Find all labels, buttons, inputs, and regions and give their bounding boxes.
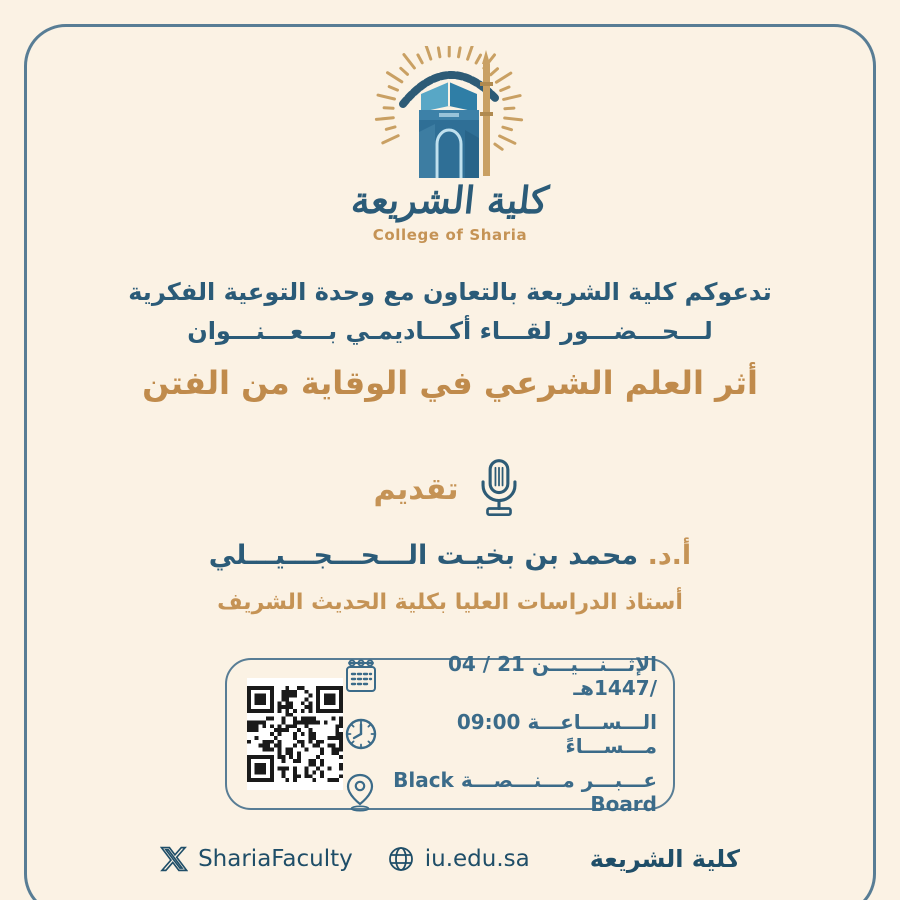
invitation-line1: تدعوكم كلية الشريعة بالتعاون مع وحدة التوعية الفكرية <box>128 278 772 306</box>
globe-icon <box>387 845 415 873</box>
date-text: الإثـــنـــيـــن 21 / 04 /1447هـ <box>448 652 657 700</box>
date-row <box>343 652 657 700</box>
qr-code <box>247 678 343 790</box>
logo-college-name-en: College of Sharia <box>372 226 528 244</box>
college-logo <box>0 46 900 186</box>
event-details-list <box>343 652 657 816</box>
event-details-card <box>225 652 675 816</box>
website <box>387 845 530 873</box>
invitation-line2: لـــحـــضـــور لقـــاء أكـــاديمـي بـــعـــنـــوان <box>187 317 713 345</box>
presenter-header <box>0 458 900 520</box>
presenter-name <box>0 540 900 571</box>
logo-gate <box>419 110 479 178</box>
presenter-name-prefix: أ.د. <box>647 540 692 571</box>
x-twitter-icon <box>160 845 188 873</box>
clock-icon <box>343 716 379 752</box>
location-pin-icon <box>343 772 377 812</box>
presenter-label: تقديم <box>373 471 459 507</box>
time-text: الـــســـاعـــة 09:00 مـــســـاءً <box>456 710 657 758</box>
platform-text: عـــبـــر مـــنـــصـــة Black Board <box>393 768 657 816</box>
logo-minaret <box>480 50 493 176</box>
college-emblem-icon <box>365 46 535 186</box>
calendar-icon <box>343 658 379 694</box>
event-title: أثر العلم الشرعي في الوقاية من الفتن <box>142 364 758 402</box>
logo-calligraphy-text: كلية الشريعة <box>349 178 551 222</box>
time-row <box>343 710 657 758</box>
presenter-name-text: محمد بن بخيـت الـــحـــجـــيـــلي <box>208 540 639 571</box>
platform-row <box>343 768 657 816</box>
poster-footer <box>0 845 900 873</box>
logo-book <box>421 82 477 112</box>
footer-college-name: كلية الشريعة <box>589 845 740 873</box>
presenter-role: أستاذ الدراسات العليا بكلية الحديث الشريف <box>217 590 683 615</box>
microphone-icon <box>472 458 526 520</box>
website-text: iu.edu.sa <box>424 846 530 872</box>
twitter-handle <box>160 845 353 873</box>
twitter-handle-text: ShariaFaculty <box>198 846 353 872</box>
